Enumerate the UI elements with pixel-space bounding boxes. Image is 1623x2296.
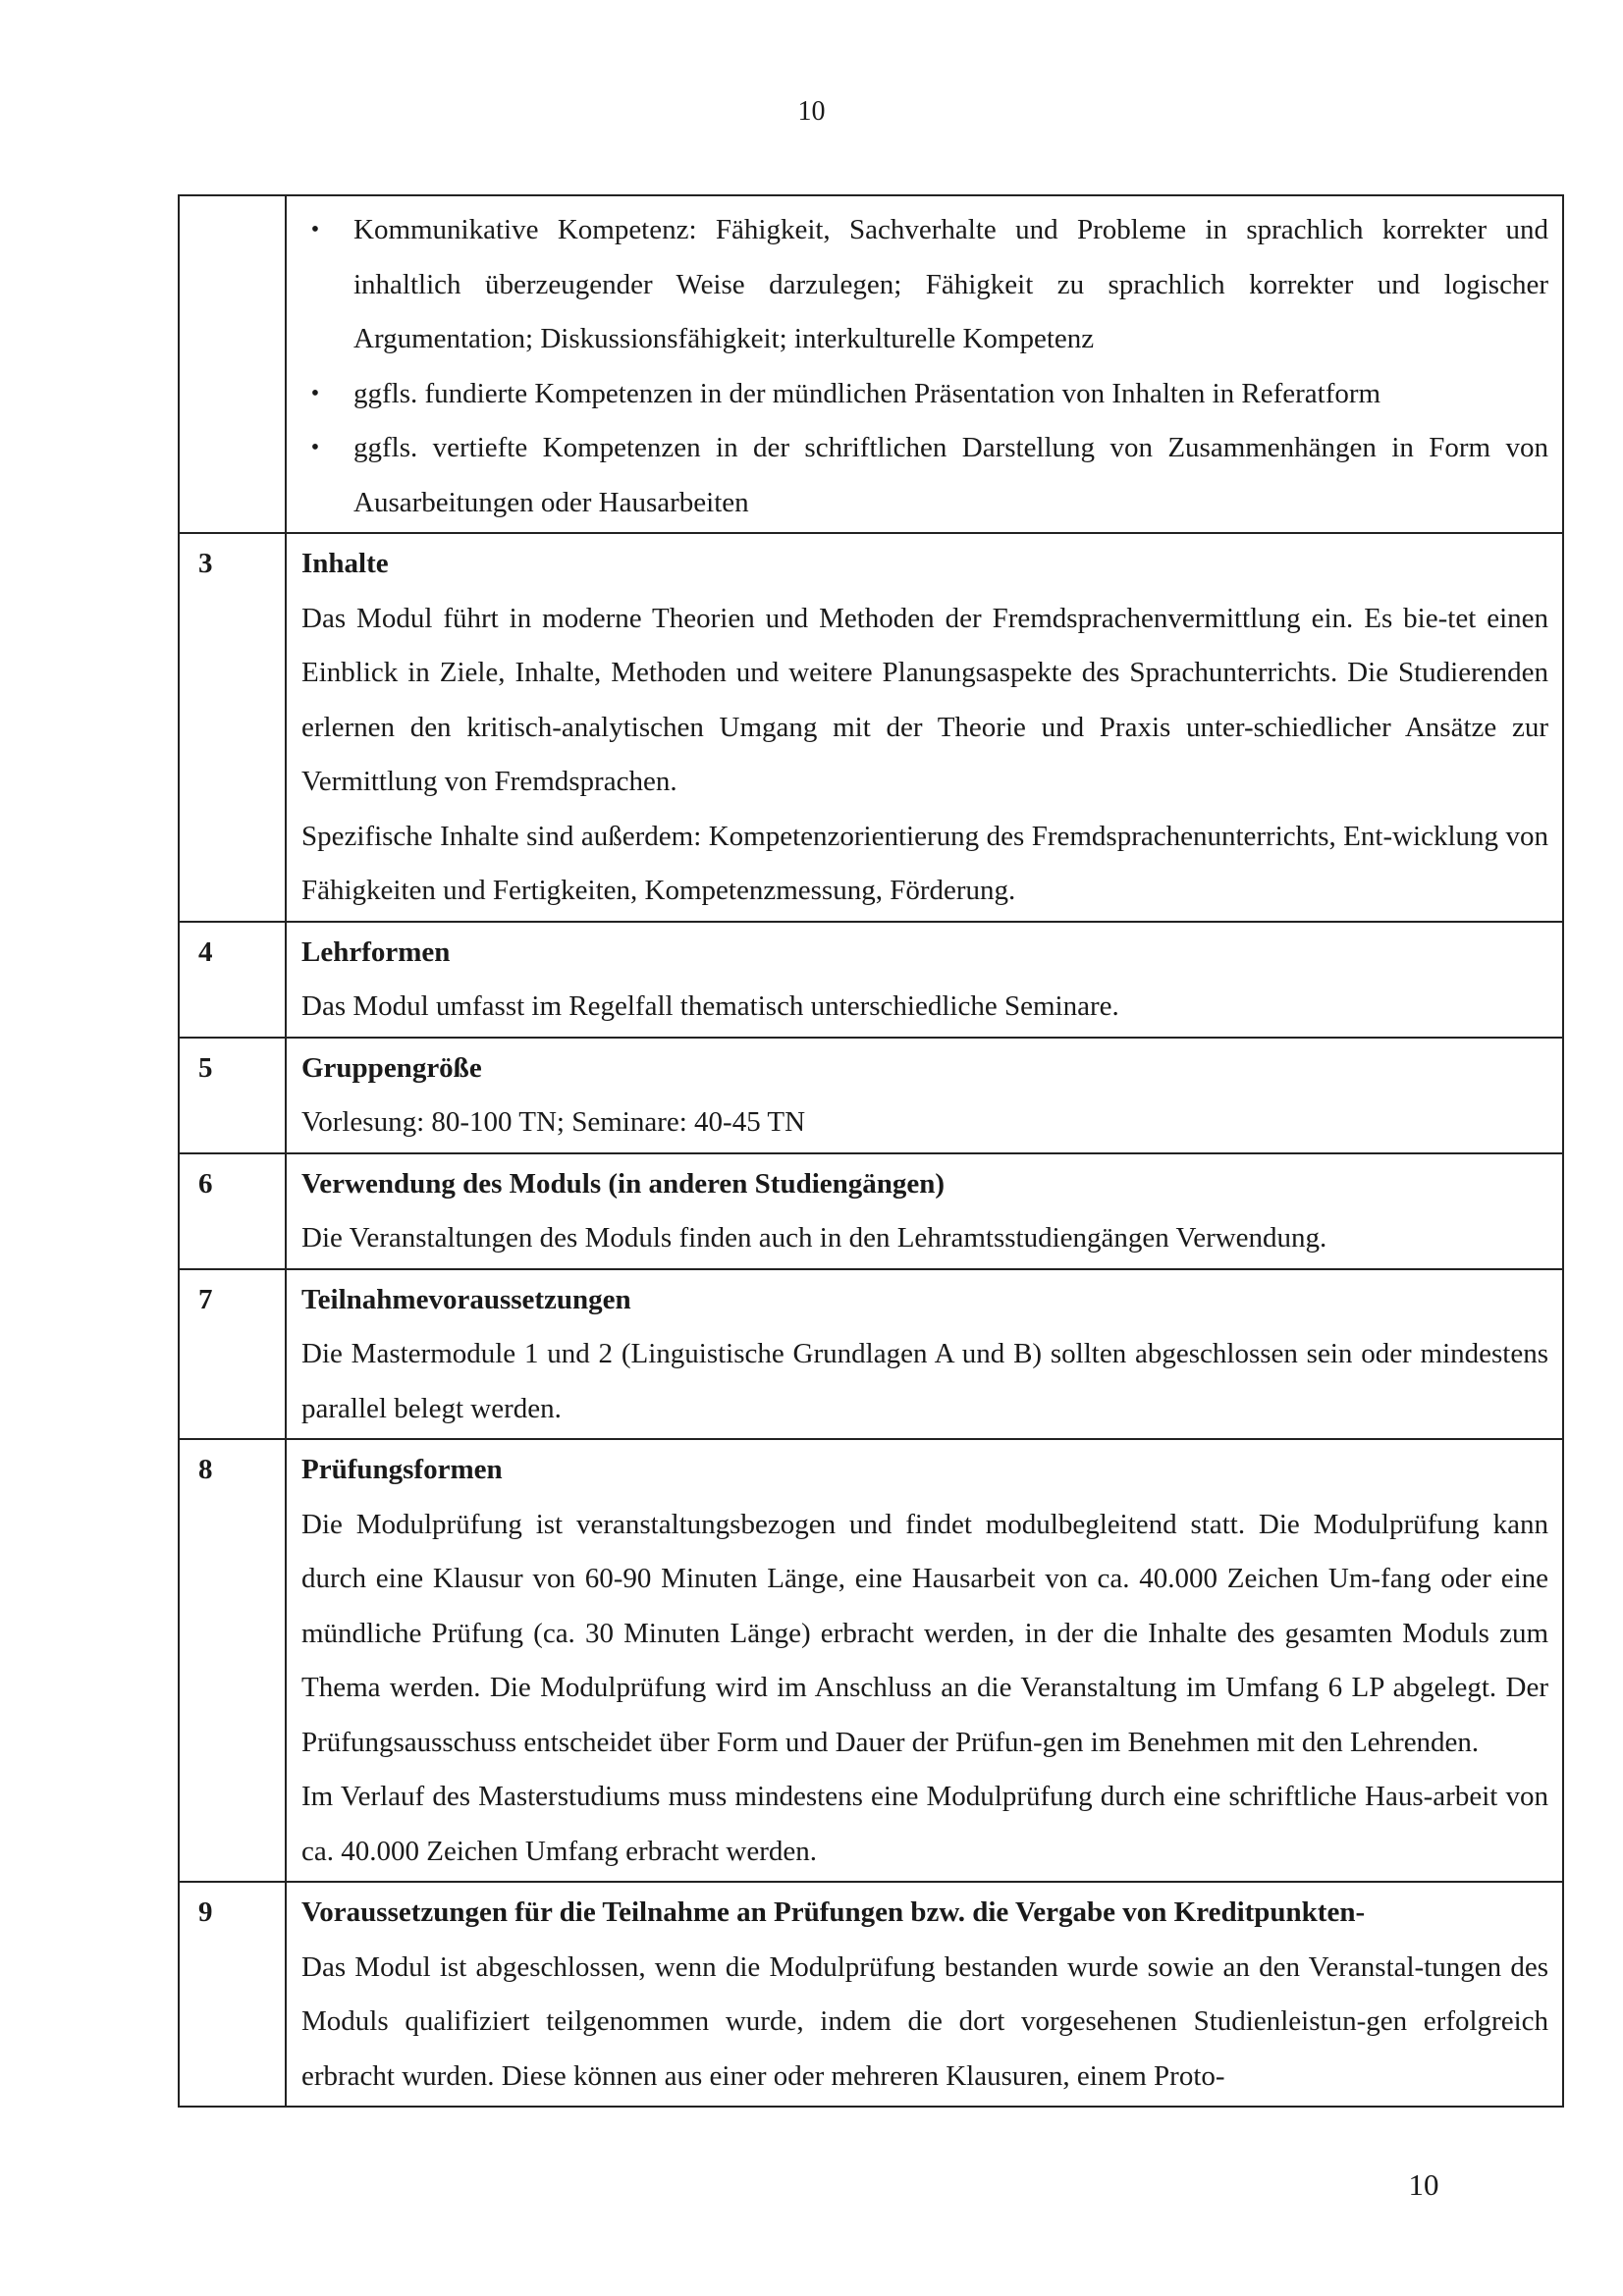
row-content-voraussetzungen-pruefungen [286, 1882, 1563, 2107]
row-content-teilnahmevoraussetzungen [286, 1269, 1563, 1440]
row-content-competences [286, 195, 1563, 533]
list-item: • Kommunikative Kompetenz: Fähigkeit, Sachverhalte und Probleme in sprachlich korrekter und inhaltlich überzeugender Weise darzulegen; Fähigkeit zu sprachlich korrekter und logischer Argumentation; Diskussionsfähigkeit; interkulturelle Kompetenz [301, 203, 1548, 367]
table-row-continuation [179, 195, 1563, 533]
list-item: • ggfls. fundierte Kompetenzen in der mündlichen Präsentation von Inhalten in Referatform [301, 367, 1548, 422]
table-row [179, 922, 1563, 1038]
section-paragraph: Die Mastermodule 1 und 2 (Linguistische Grundlagen A und B) sollten abgeschlossen sein oder mindestens parallel belegt werden. [301, 1338, 1548, 1424]
section-heading: Teilnahmevoraussetzungen [301, 1283, 631, 1315]
section-paragraph: Im Verlauf des Masterstudiums muss mindestens eine Modulprüfung durch eine schriftliche Haus-arbeit von ca. 40.000 Zeichen Umfang erbracht werden. [301, 1781, 1548, 1867]
bullet-icon: • [310, 435, 320, 460]
row-number: 3 [179, 533, 286, 922]
bullet-icon: • [310, 380, 320, 406]
table-row [179, 1269, 1563, 1440]
row-content-pruefungsformen [286, 1439, 1563, 1882]
section-heading: Lehrformen [301, 935, 451, 968]
module-description-table [178, 194, 1564, 2108]
page-number-bottom: 10 [1408, 2167, 1439, 2202]
section-heading: Prüfungsformen [301, 1454, 503, 1485]
section-paragraph: Das Modul führt in moderne Theorien und Methoden der Fremdsprachenvermittlung ein. Es bie-tet einen Einblick in Ziele, Inhalte, Methoden und weitere Planungsaspekte des Sprachunterrichts. Die Studierenden erlernen den kritisch-analytischen Umgang mit der Theorie und Praxis unter-schiedlicher Ansätze zur Vermittlung von Fremdsprachen. [301, 602, 1548, 797]
table-row [179, 1038, 1563, 1153]
row-content-inhalte [286, 533, 1563, 922]
bullet-icon: • [310, 217, 320, 242]
row-number: 5 [179, 1038, 286, 1153]
table-row [179, 1153, 1563, 1269]
row-number: 6 [179, 1153, 286, 1269]
section-heading: Inhalte [301, 548, 389, 579]
table-row [179, 1882, 1563, 2107]
row-content-verwendung [286, 1153, 1563, 1269]
row-number: 4 [179, 922, 286, 1038]
table-row [179, 533, 1563, 922]
table-row [179, 1439, 1563, 1882]
section-paragraph: Die Modulprüfung ist veranstaltungsbezogen und findet modulbegleitend statt. Die Modulprüfung kann durch eine Klausur von 60-90 Minuten Länge, eine Hausarbeit von ca. 40.000 Zeichen Um-fang oder eine mündliche Prüfung (ca. 30 Minuten Länge) erbracht werden, in der die Inhalte des gesamten Moduls zum Thema werden. Die Modulprüfung wird im Anschluss an die Veranstaltung im Umfang 6 LP abgelegt. Der Prüfungsausschuss entscheidet über Form und Dauer der Prüfun-gen im Benehmen mit den Lehrenden. [301, 1508, 1548, 1758]
row-number: 9 [179, 1882, 286, 2107]
row-number: 8 [179, 1439, 286, 1882]
section-paragraph: Das Modul umfasst im Regelfall thematisch unterschiedliche Seminare. [301, 990, 1119, 1022]
page-number-top: 10 [797, 96, 826, 127]
competence-list [301, 203, 1548, 530]
section-paragraph: Vorlesung: 80-100 TN; Seminare: 40-45 TN [301, 1106, 806, 1138]
section-heading: Gruppengröße [301, 1051, 482, 1084]
row-content-lehrformen [286, 922, 1563, 1038]
row-number-empty [179, 195, 286, 533]
list-item: • ggfls. vertiefte Kompetenzen in der schriftlichen Darstellung von Zusammenhängen in Form von Ausarbeitungen oder Hausarbeiten [301, 421, 1548, 530]
section-paragraph: Das Modul ist abgeschlossen, wenn die Modulprüfung bestanden wurde sowie an den Veranstal-tungen des Moduls qualifiziert teilgenommen wurde, indem die dort vorgesehenen Studienleistun-gen erfolgreich erbracht wurden. Diese können aus einer oder mehreren Klausuren, einem Proto- [301, 1950, 1548, 2092]
section-paragraph: Die Veranstaltungen des Moduls finden auch in den Lehramtsstudiengängen Verwendung. [301, 1222, 1327, 1254]
section-heading: Voraussetzungen für die Teilnahme an Prüfungen bzw. die Vergabe von Kreditpunkten- [301, 1896, 1366, 1928]
section-paragraph: Spezifische Inhalte sind außerdem: Kompetenzorientierung des Fremdsprachenunterrichts, Ent-wicklung von Fähigkeiten und Fertigkeiten, Kompetenzmessung, Förderung. [301, 820, 1548, 906]
row-content-gruppengroesse [286, 1038, 1563, 1153]
section-heading: Verwendung des Moduls (in anderen Studiengängen) [301, 1167, 946, 1200]
row-number: 7 [179, 1269, 286, 1440]
